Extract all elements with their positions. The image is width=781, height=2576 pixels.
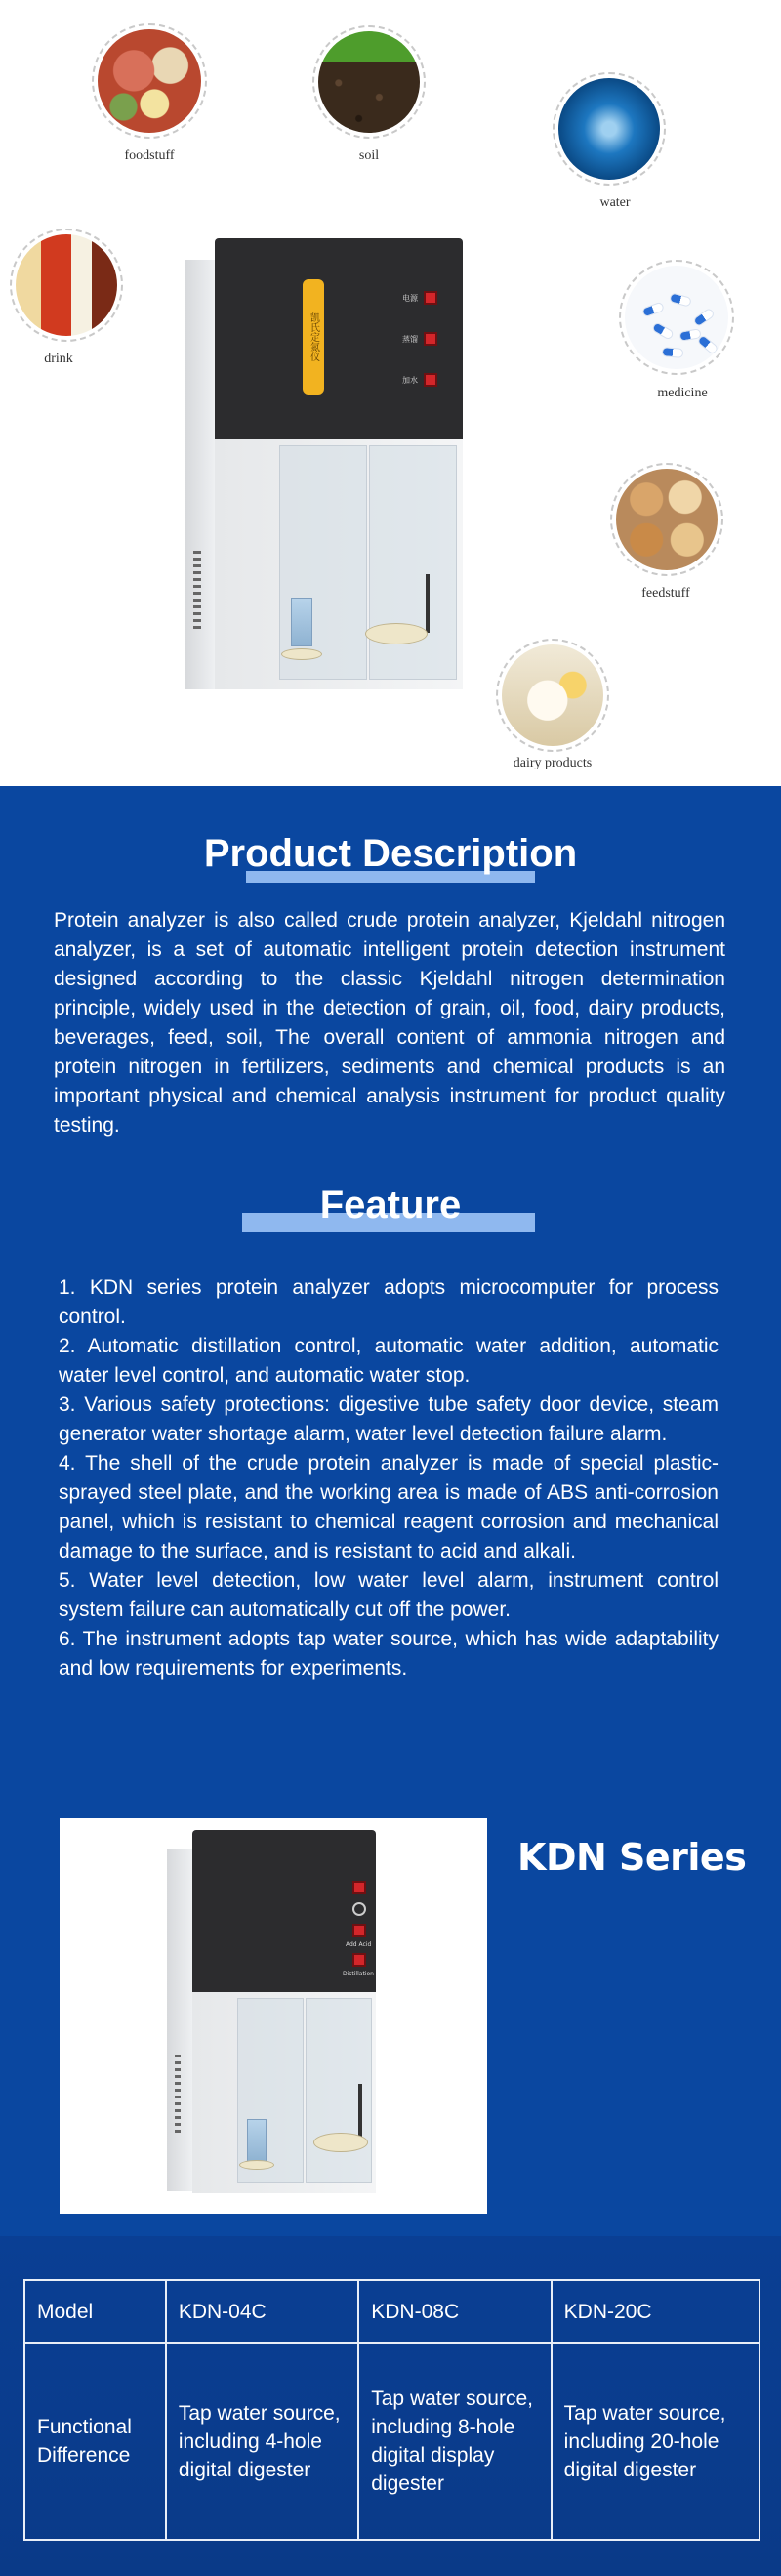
series-title: KDN Series [517, 1836, 747, 1879]
table-header-cell: KDN-20C [552, 2280, 760, 2343]
table-header-cell: Model [24, 2280, 166, 2343]
table-cell: Tap water source, including 4-hole digital digester [166, 2343, 358, 2540]
water-caption: water [599, 195, 631, 210]
description-title: Product Description [203, 832, 578, 875]
power-switch [424, 291, 437, 305]
feedstuff-caption: feedstuff [641, 586, 690, 601]
foodstuff-image [92, 23, 207, 139]
table-cell: Tap water source, including 20-hole digital digester [552, 2343, 760, 2540]
distillation-label: Distillation [343, 1971, 374, 1977]
description-text: Protein analyzer is also called crude protein analyzer, Kjeldahl nitrogen analyzer, is a set of automatic intelligent protein detection instrument designed according to the classic Kjeldahl nitrogen determination principle, widely used in the detection of grain, oil, food, dairy products, beverages, feed, soil, The overall content of ammonia nitrogen and protein nitrogen in fertilizers, sediments and chemical products is an important physical and chemical analysis instrument for product quality testing. [54, 909, 725, 1137]
acid-switch [352, 1881, 366, 1894]
water-image [553, 72, 666, 186]
table-header-row [24, 2280, 760, 2343]
table-row-label: Functional Difference [24, 2343, 166, 2540]
add-acid-label: Add Acid [346, 1941, 372, 1948]
instrument-label: 凯氏定氮仪 [303, 279, 324, 395]
table-cell: Tap water source, including 8-hole digital display digester [358, 2343, 551, 2540]
kdn-instrument-image [167, 1830, 401, 2201]
feedstuff-image [610, 463, 723, 576]
drink-image [10, 229, 123, 342]
soil-image [312, 25, 426, 139]
hero-section [0, 0, 781, 786]
feature-list [59, 1273, 719, 1683]
dairy-products-caption: dairy products [513, 756, 593, 770]
medicine-caption: medicine [657, 386, 708, 400]
water-switch [424, 373, 437, 387]
feature-item: 5. Water level detection, low water level alarm, instrument control system failure can automatically cut off the power. [59, 1569, 719, 1621]
table-header-cell: KDN-08C [358, 2280, 551, 2343]
feature-title: Feature [319, 1184, 462, 1226]
table-row [24, 2343, 760, 2540]
kdn-series-photo [60, 1818, 487, 2214]
distill-switch [424, 332, 437, 346]
drink-caption: drink [44, 352, 73, 366]
soil-caption: soil [358, 148, 380, 163]
feature-item: 4. The shell of the crude protein analyzer is made of special plastic-sprayed steel plate, and the working area is made of ABS anti-corrosion panel, which is resistant to chemical reagent corrosion and mechanical damage to the surface, and is resistant to acid and alkali. [59, 1452, 719, 1562]
table-header-cell: KDN-04C [166, 2280, 358, 2343]
feature-item: 2. Automatic distillation control, automatic water addition, automatic water level control, and automatic water stop. [59, 1335, 719, 1387]
distillation-switch [352, 1924, 366, 1937]
protein-analyzer-image [185, 238, 469, 697]
dairy-products-image [496, 639, 609, 752]
model-table-section [0, 2236, 781, 2576]
indicator-ring [352, 1902, 366, 1916]
switch-label-water: 加水 [402, 376, 418, 385]
switch-label-distill: 蒸馏 [402, 335, 418, 344]
extra-switch [352, 1953, 366, 1967]
feature-item: 3. Various safety protections: digestive tube safety door device, steam generator water shortage alarm, water level detection failure alarm. [59, 1393, 719, 1445]
medicine-image [619, 260, 734, 375]
feature-item: 1. KDN series protein analyzer adopts microcomputer for process control. [59, 1276, 719, 1328]
feature-item: 6. The instrument adopts tap water source, which has wide adaptability and low requirements for experiments. [59, 1628, 719, 1680]
foodstuff-caption: foodstuff [124, 148, 175, 163]
model-comparison-table [23, 2279, 760, 2541]
switch-label-power: 电源 [402, 294, 418, 303]
